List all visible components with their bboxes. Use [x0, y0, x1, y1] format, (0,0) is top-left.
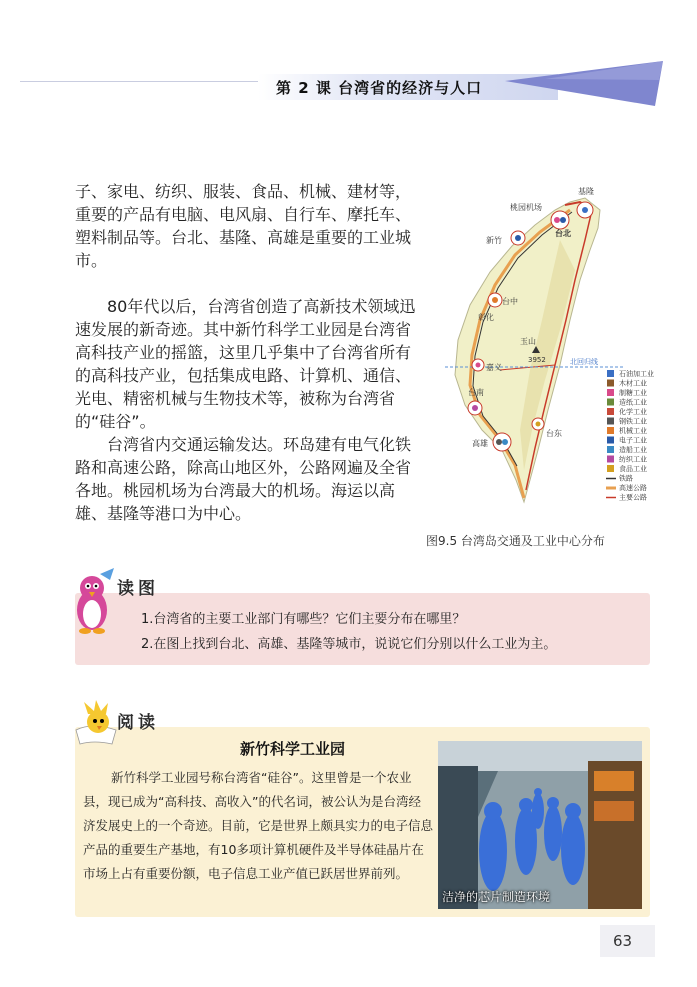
label-keelung: 基隆 [578, 187, 594, 196]
legend-label: 纺织工业 [619, 455, 647, 464]
legend-label: 化学工业 [619, 408, 647, 416]
taipei-marker [551, 211, 569, 229]
legend-label: 造船工业 [619, 446, 647, 454]
lesson-title: 第 2 课 台湾省的经济与人口 [276, 79, 483, 97]
bird-mascot-icon [72, 700, 122, 755]
legend-label: 石油加工业 [619, 370, 654, 378]
label-chiayi: 嘉义 [486, 363, 502, 372]
legend-swatch [607, 408, 614, 415]
taiwan-map [420, 180, 665, 525]
label-hsinchu: 新竹 [486, 236, 502, 245]
legend-label: 制糖工业 [619, 389, 647, 397]
chiayi-marker [472, 359, 484, 371]
label-changhua: 彰化 [478, 313, 494, 322]
photo-caption: 洁净的芯片制造环境 [442, 890, 551, 904]
label-taitung: 台东 [546, 429, 562, 438]
penguin-mascot-icon [70, 566, 118, 636]
legend-label: 高速公路 [619, 484, 647, 492]
read-figure-question-1: 1.台湾省的主要工业部门有哪些？它们主要分布在哪里？ [141, 612, 466, 627]
tropic-label: 北回归线 [570, 358, 598, 366]
label-yushan-height: 3952 [528, 356, 546, 364]
hsinchu-marker [511, 231, 525, 245]
legend-label: 钢铁工业 [619, 417, 647, 426]
legend-label: 铁路 [619, 474, 633, 483]
label-kaohsiung: 高雄 [472, 439, 488, 448]
legend-label: 木材工业 [619, 379, 647, 388]
read-figure-question-2: 2.在图上找到台北、高雄、基隆等城市，说说它们分别以什么工业为主。 [141, 637, 557, 652]
legend-label: 主要公路 [619, 493, 647, 502]
legend-label: 电子工业 [619, 436, 647, 445]
reading-subtitle: 新竹科学工业园 [240, 740, 346, 758]
label-tainan: 台南 [468, 388, 484, 397]
legend-swatch [607, 437, 614, 444]
paragraph-industry: 子、家电、纺织、服装、食品、机械、建材等，重要的产品有电脑、电风扇、自行车、摩托车、塑料制品等。台北、基隆、高雄是重要的工业城市。 [75, 182, 412, 270]
legend-swatch [607, 370, 614, 377]
legend-swatch [607, 418, 614, 425]
label-yushan: 玉山 [520, 337, 536, 346]
legend-swatch [607, 427, 614, 434]
cleanroom-photo [438, 741, 642, 909]
legend-swatch [607, 465, 614, 472]
read-figure-title: 读图 [117, 579, 159, 599]
tainan-marker [468, 401, 482, 415]
reading-body-text: 新竹科学工业园号称台湾省“硅谷”。这里曾是一个农业县，现已成为“高科技、高收入”的代名词，被公认为是台湾经济发展史上的一个奇迹。目前，它是世界上颇具实力的电子信息产品的重要生产基地，有10多项计算机硬件及半导体硅晶片在市场上占有重要份额，电子信息工业产值已跃居世界前列。 [83, 770, 434, 881]
legend-swatch [607, 380, 614, 387]
legend-swatch [607, 399, 614, 406]
legend-swatch [607, 446, 614, 453]
legend-label: 造纸工业 [619, 398, 647, 407]
taitung-marker [532, 418, 544, 430]
label-taipei: 台北 [555, 229, 571, 238]
page-number: 63 [613, 932, 633, 950]
legend-swatch [607, 456, 614, 463]
legend-label: 机械工业 [619, 427, 647, 435]
legend-swatch [607, 389, 614, 396]
paragraph-transport: 台湾省内交通运输发达。环岛建有电气化铁路和高速公路，除高山地区外，公路网遍及全省各地。桃园机场为台湾最大的机场。海运以高雄、基隆等港口为中心。 [75, 435, 412, 523]
keelung-marker [577, 202, 593, 218]
label-taichung: 台中 [502, 297, 518, 306]
kaohsiung-marker [493, 433, 511, 451]
label-taoyuan-airport: 桃园机场 [510, 203, 542, 212]
legend-label: 食品工业 [619, 465, 647, 473]
header-triangle-decoration [505, 58, 665, 108]
read-figure-box [75, 593, 650, 665]
figure-caption: 图9.5 台湾岛交通及工业中心分布 [426, 534, 605, 548]
reading-title: 阅读 [117, 713, 159, 733]
header-rule [20, 81, 270, 82]
paragraph-hightech: 80年代以后，台湾省创造了高新技术领域迅速发展的新奇迹。其中新竹科学工业园是台湾省高科技产业的摇篮，这里几乎集中了台湾省所有的高科技产业，包括集成电路、计算机、通信、光电、精密机械与生物技术等，被称为台湾省的“硅谷”。 [75, 297, 416, 431]
taichung-marker [488, 293, 502, 307]
